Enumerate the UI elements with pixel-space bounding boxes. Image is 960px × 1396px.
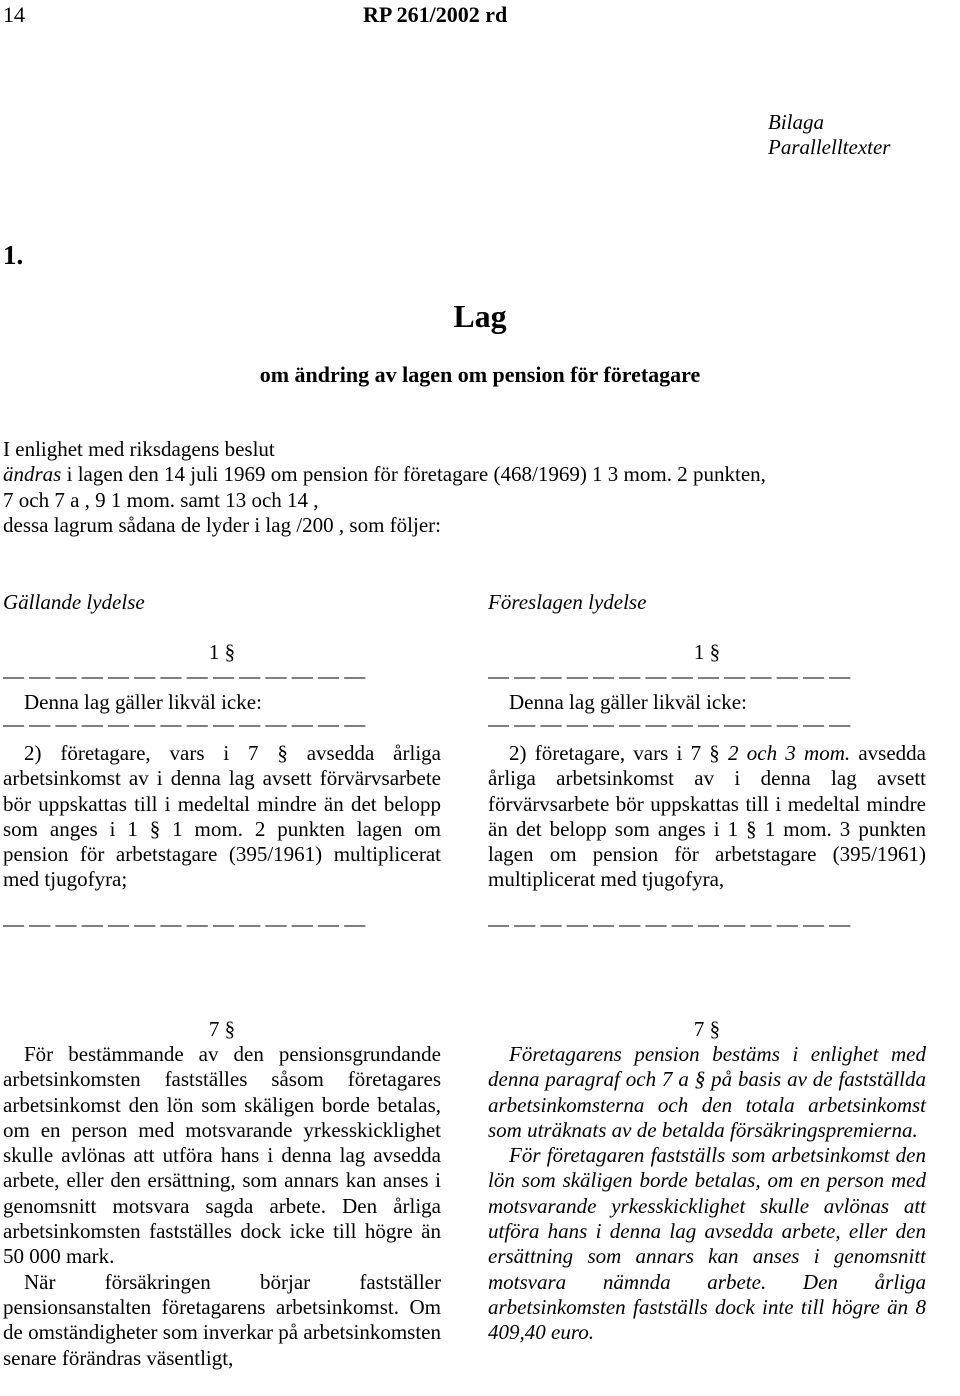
appendix-sublabel: Parallelltexter — [768, 135, 891, 159]
left-section-1-intro: Denna lag gäller likväl icke: — [24, 690, 262, 714]
appendix-label: Bilaga — [768, 110, 824, 134]
right-column-heading: Föreslagen lydelse — [488, 590, 647, 614]
left-section-7-paragraph-2: När försäkringen börjar fastställer pensionsanstalten företagarens arbetsinkomst. Om de omständigheter som inverkar på arbetsinkomsten senare förändras väsentligt, — [3, 1269, 441, 1370]
omission-dashes: — — — — — — — — — — — — — — — [488, 912, 851, 936]
omission-dashes: — — — — — — — — — — — — — — — [488, 712, 851, 736]
right-section-7-paragraph-1: Företagarens pension bestäms i enlighet med denna paragraf och 7 a § på basis av de fastställda arbetsinkomsterna och den totala arbetsinkomst som uträknats av de betalda försäkringspremierna. — [488, 1042, 926, 1142]
omission-dashes: — — — — — — — — — — — — — — — [3, 712, 366, 736]
right-section-1-intro: Denna lag gäller likväl icke: — [509, 690, 747, 714]
publication-reference: RP 261/2002 rd — [363, 2, 508, 27]
right-section-1-heading: 1 § — [693, 640, 721, 664]
page-number: 14 — [3, 2, 25, 27]
omission-dashes: — — — — — — — — — — — — — — — [3, 912, 366, 936]
left-section-7-text — [3, 1042, 441, 1371]
intro-line-2: ändras i lagen den 14 juli 1969 om pension för företagare (468/1969) 1 3 mom. 2 punkten, — [3, 462, 766, 487]
right-section-7-heading: 7 § — [693, 1017, 721, 1041]
right-section-1-item-2: 2) företagare, vars i 7 § 2 och 3 mom. avsedda årliga arbetsinkomst av i denna lag avsett förvärvsarbete bör uppskattas till i medeltal mindre än det belopp som anges i 1 § 1 mom. 3 punkten lagen om pension för arbetstagare (395/1961) multiplicerat med tjugofyra, — [488, 741, 926, 892]
left-section-1-item-2: 2) företagare, vars i 7 § avsedda årliga arbetsinkomst av i denna lag avsett förvärvsarbete bör uppskattas till i medeltal mindre än det belopp som anges i 1 § 1 mom. 2 punkten lagen om pension för arbetstagare (395/1961) multiplicerat med tjugofyra; — [3, 741, 441, 892]
omission-dashes: — — — — — — — — — — — — — — — [3, 664, 366, 688]
intro-paragraph — [3, 437, 958, 538]
left-section-7-paragraph-1: För bestämmande av den pensionsgrundande arbetsinkomsten fastställes såsom företagares arbetsinkomst den lön som skäligen borde betalas, om en person med motsvarande yrkesskicklighet skulle avlönas att utföra hans i denna lag avsedda arbete, eller den ersättning, som annars kan anses i genomsnitt motsvara sagda arbete. Den årliga arbetsinkomsten fastställes dock icke till högre än 50 000 mark. — [3, 1042, 441, 1269]
left-section-1-heading: 1 § — [208, 640, 236, 664]
left-section-7-heading: 7 § — [208, 1017, 236, 1041]
omission-dashes: — — — — — — — — — — — — — — — [488, 664, 851, 688]
right-section-7-text — [488, 1042, 926, 1346]
intro-line-4: dessa lagrum sådana de lyder i lag /200 , som följer: — [3, 512, 441, 537]
law-number: 1. — [3, 240, 24, 270]
intro-amended-word: ändras — [3, 462, 62, 487]
amended-moment-reference: 2 och 3 mom. — [728, 741, 851, 765]
law-subtitle: om ändring av lagen om pension för företagare — [259, 362, 701, 387]
intro-line-1: I enlighet med riksdagens beslut — [3, 437, 275, 461]
intro-line-3: 7 och 7 a , 9 1 mom. samt 13 och 14 , — [3, 487, 319, 512]
right-section-7-paragraph-2: För företagaren fastställs som arbetsinkomst den lön som skäligen borde betalas, om en person med motsvarande yrkesskicklighet skulle avlönas att utföra hans i denna lag avsedda arbete, eller den ersättning som annars kan anses i genomsnitt motsvara nämnda arbete. Den årliga arbetsinkomsten fastställs dock inte till högre än 8 409,40 euro. — [488, 1143, 926, 1345]
left-column-heading: Gällande lydelse — [3, 590, 145, 614]
law-title: Lag — [453, 298, 507, 334]
